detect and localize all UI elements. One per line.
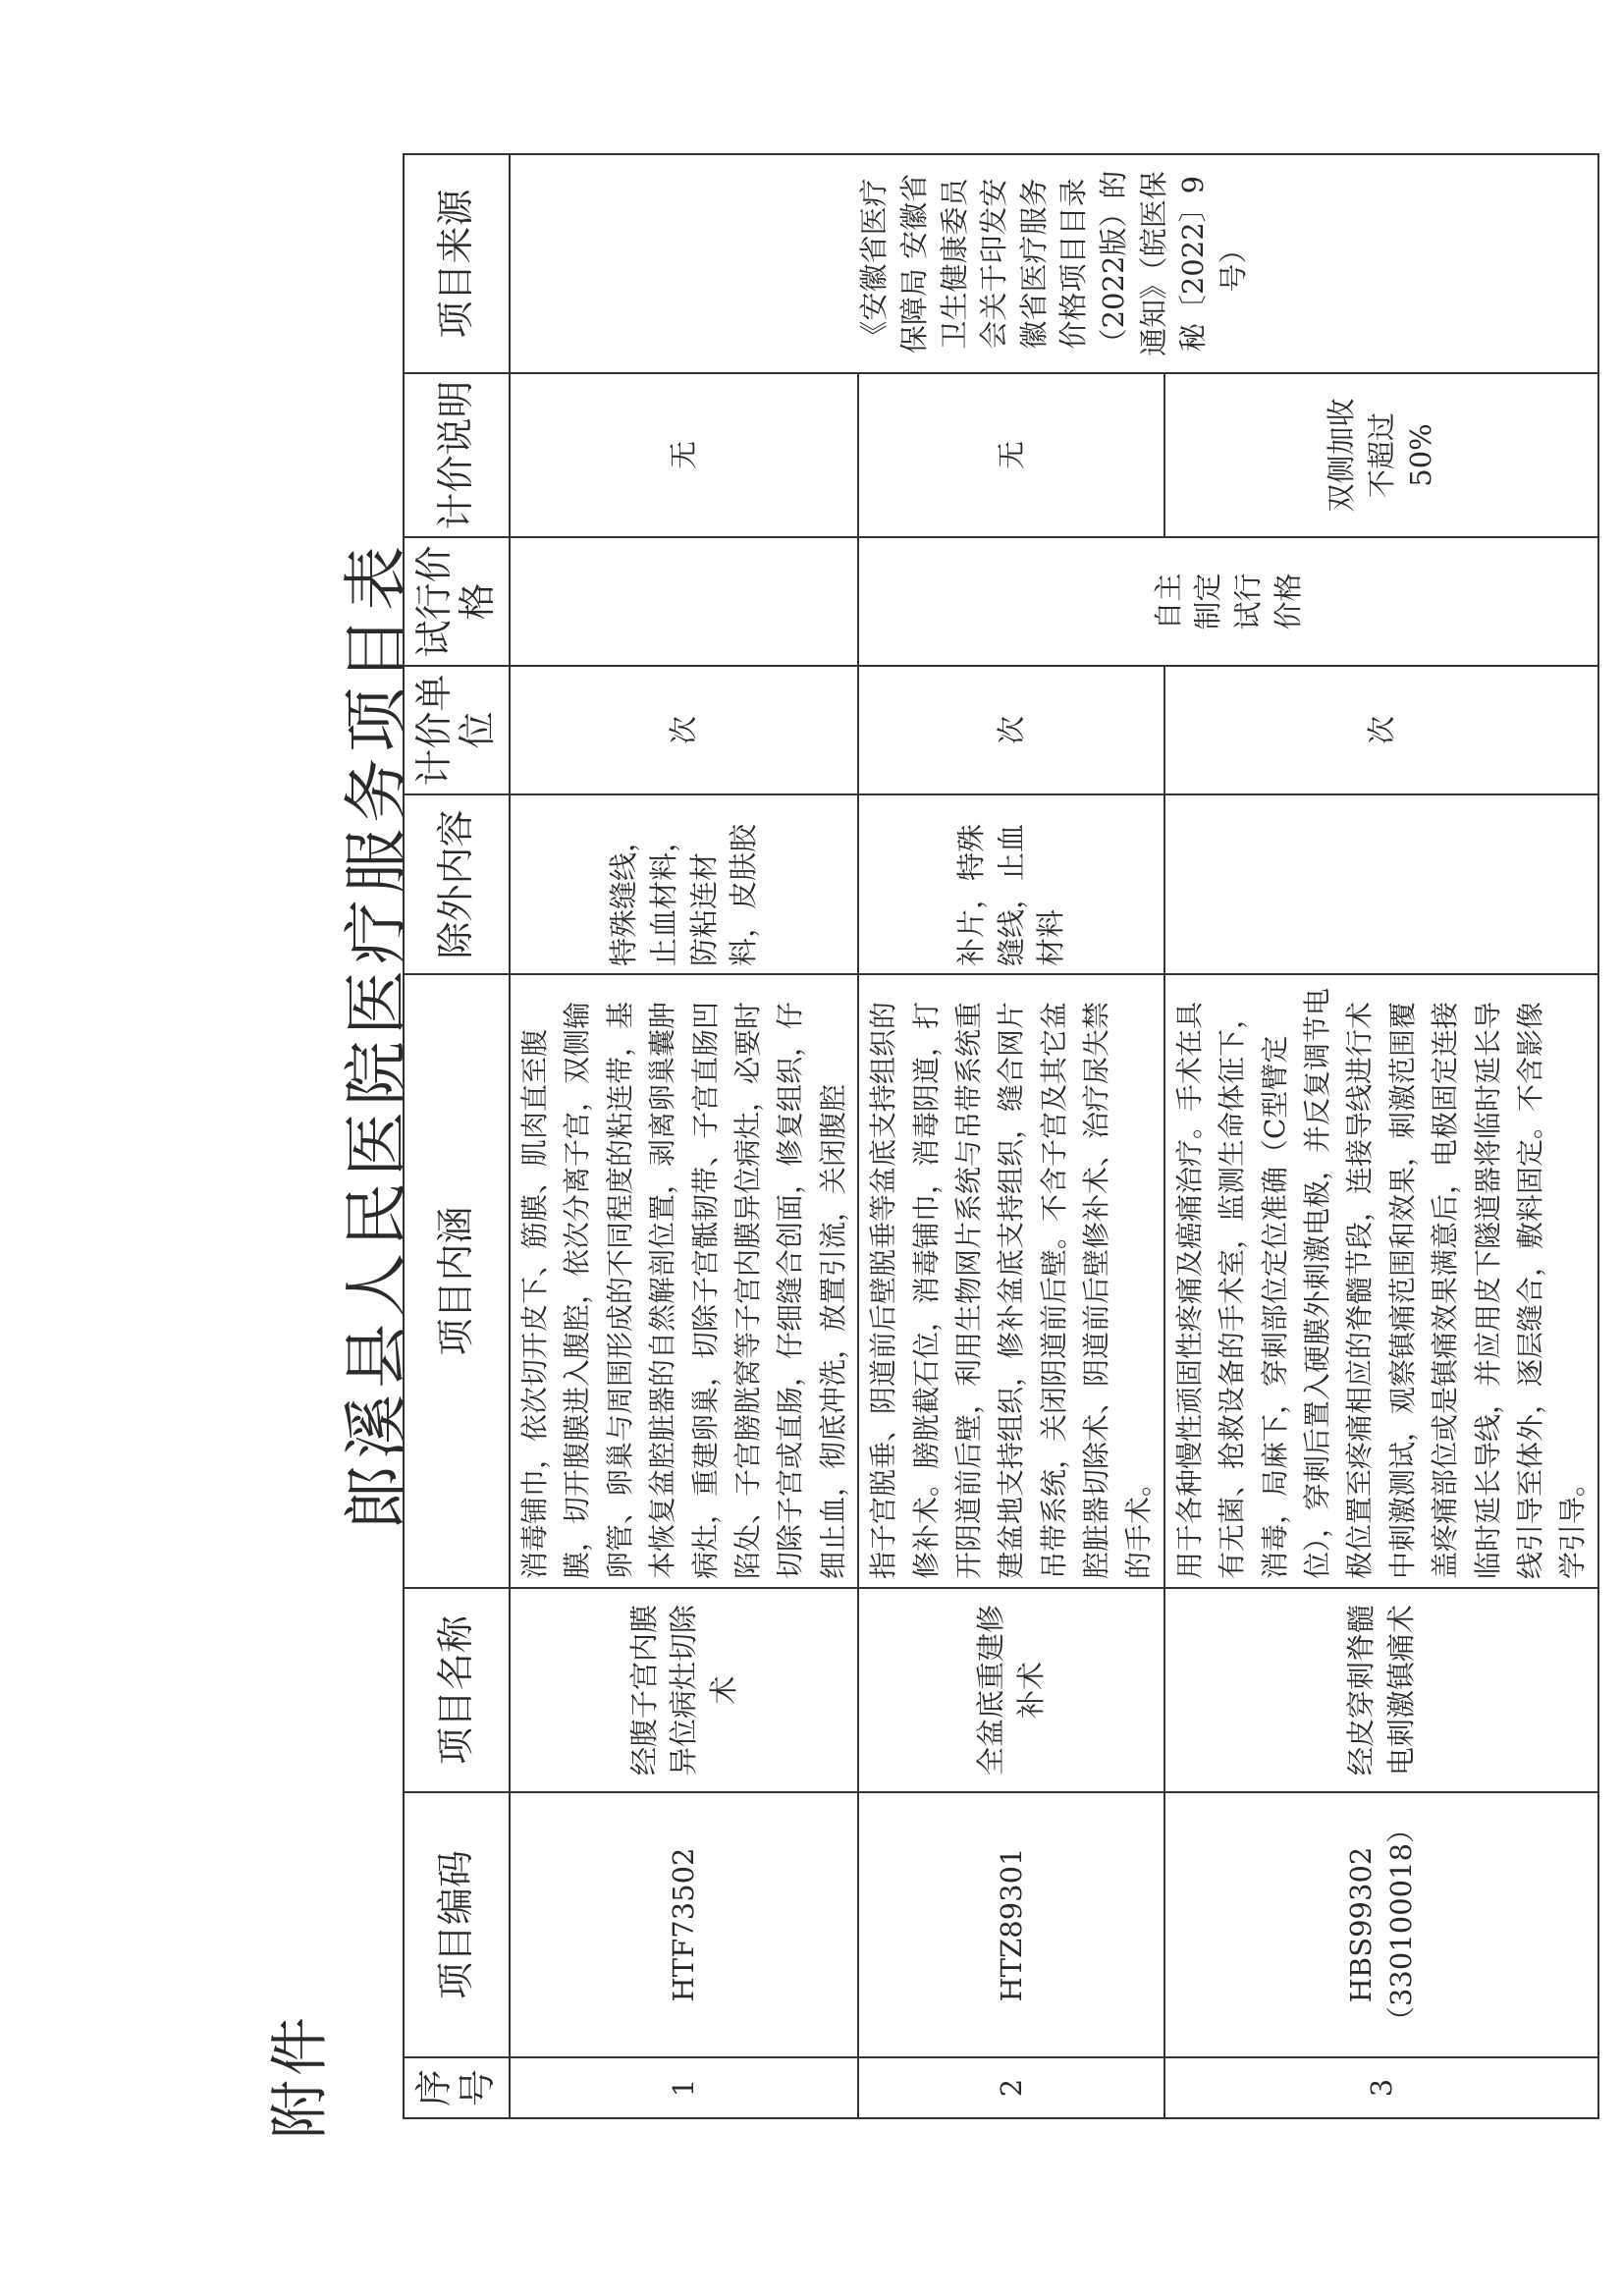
header-row bbox=[404, 154, 510, 2118]
row-seq: 1 bbox=[510, 2057, 858, 2118]
source-text: 《安徽省医疗保障局 安徽省卫生健康委员会关于印发安徽省医疗服务价格项目目录（2022版）的通知》（皖医保秘〔2022〕9号） bbox=[857, 170, 1250, 357]
row-name: 经皮穿刺脊髓电刺激镇痛术 bbox=[1164, 1588, 1598, 1792]
row-price bbox=[510, 537, 858, 666]
row-exclusion bbox=[1164, 794, 1598, 974]
row-note bbox=[1164, 373, 1598, 537]
page-title: 郎溪县人民医院医疗服务项目表 bbox=[339, 540, 414, 1530]
note-text: 双侧加收不超过50% bbox=[1324, 398, 1438, 513]
items-table bbox=[403, 153, 1599, 2119]
row-seq: 2 bbox=[858, 2057, 1164, 2118]
row-exclusion: 补片，特殊缝线，止血材料 bbox=[858, 794, 1164, 974]
row-content: 用于各种慢性顽固性疼痛及癌痛治疗。手术在具有无菌、抢救设备的手术室，监测生命体征下，消毒，局麻下，穿刺部位定位准确（C型臂定位），穿刺后置入硬膜外刺激电极，并反复调节电极位置至疼痛相应的脊髓节段，连接导线进行术中刺激测试，观察镇痛范围和效果，刺激范围覆盖疼痛部位或是镇痛效果满意后，电极固定连接临时延长导线，并应用皮下隧道器将临时延长导线引导至体外，逐层缝合，敷料固定。不含影像学引导。 bbox=[1164, 974, 1598, 1588]
row-note: 无 bbox=[510, 373, 858, 537]
row-note: 无 bbox=[858, 373, 1164, 537]
row-price bbox=[858, 537, 1598, 666]
row-code: HTF73502 bbox=[510, 1792, 858, 2057]
row-name: 全盆底重建修补术 bbox=[858, 1588, 1164, 1792]
row-source bbox=[510, 154, 1598, 373]
price-text: 自主制定试行价格 bbox=[1151, 573, 1305, 630]
row-unit: 次 bbox=[858, 666, 1164, 794]
header-exclusion: 除外内容 bbox=[404, 794, 510, 974]
header-unit: 计价单位 bbox=[404, 666, 510, 794]
row-unit: 次 bbox=[1164, 666, 1598, 794]
row-unit: 次 bbox=[510, 666, 858, 794]
row-seq: 3 bbox=[1164, 2057, 1598, 2118]
header-content: 项目内涵 bbox=[404, 974, 510, 1588]
header-price: 试行价格 bbox=[404, 537, 510, 666]
attachment-label: 附件 bbox=[266, 2013, 335, 2139]
row-content: 消毒铺巾，依次切开皮下、筋膜、肌肉直至腹膜，切开腹膜进入腹腔，依次分离子宫，双侧输卵管、卵巢与周围形成的不同程度的粘连带，基本恢复盆腔脏器的自然解剖位置，剥离卵巢囊肿病灶，重建卵巢，切除子宫骶韧带、子宫直肠凹陷处、子宫膀胱窝等子宫内膜异位病灶，必要时切除子宫或直肠，仔细缝合创面，修复组织，仔细止血，彻底冲洗，放置引流，关闭腹腔 bbox=[510, 974, 858, 1588]
header-source: 项目来源 bbox=[404, 154, 510, 373]
table-row bbox=[858, 154, 1164, 2118]
header-code: 项目编码 bbox=[404, 1792, 510, 2057]
table-row bbox=[510, 154, 858, 2118]
table-row bbox=[1164, 154, 1598, 2118]
header-seq: 序号 bbox=[404, 2057, 510, 2118]
row-content: 指子宫脱垂、阴道前后壁脱垂等盆底支持组织的修补术。膀胱截石位，消毒铺巾，消毒阴道，打开阴道前后壁，利用生物网片系统与吊带系统重建盆地支持组织，修补盆底支持组织，缝合网片吊带系统，关闭阴道前后壁。不含子宫及其它盆腔脏器切除术、阴道前后壁修补术、治疗尿失禁的手术。 bbox=[858, 974, 1164, 1588]
header-note: 计价说明 bbox=[404, 373, 510, 537]
row-exclusion: 特殊缝线，止血材料，防粘连材料，皮肤胶 bbox=[510, 794, 858, 974]
row-name: 经腹子宫内膜异位病灶切除术 bbox=[510, 1588, 858, 1792]
code-text: HBS99302（330100018） bbox=[1344, 1814, 1418, 2036]
header-name: 项目名称 bbox=[404, 1588, 510, 1792]
row-code: HTZ89301 bbox=[858, 1792, 1164, 2057]
row-code bbox=[1164, 1792, 1598, 2057]
